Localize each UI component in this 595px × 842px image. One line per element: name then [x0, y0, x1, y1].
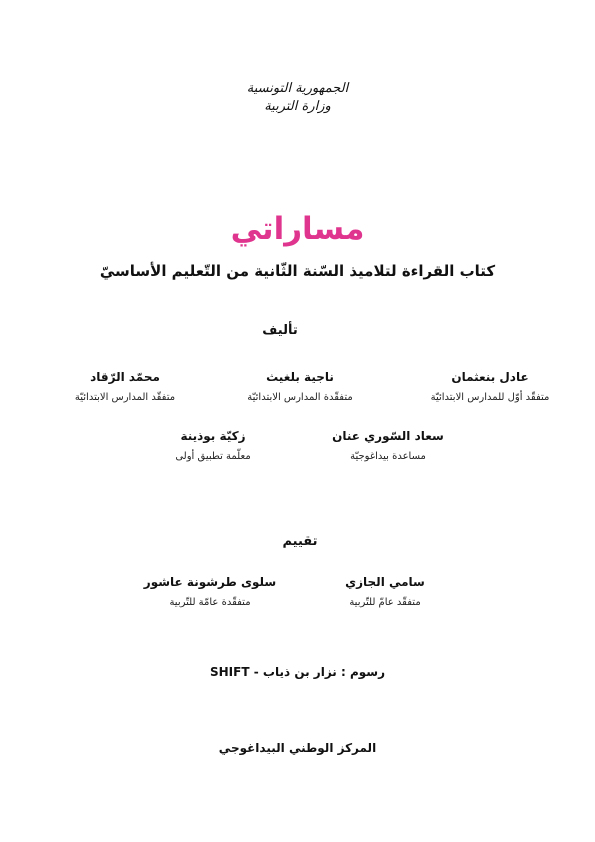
- illustrator-name: نزار بن ذياب: [262, 665, 337, 679]
- author-role: متفقّد المدارس الابتدائيّة: [74, 392, 176, 403]
- reviewers-heading: تقييم: [282, 534, 318, 549]
- publisher-name: المركز الوطني البيداغوجي: [218, 741, 377, 755]
- reviewer-name: سامي الجازي: [345, 575, 425, 589]
- author-card: [40, 368, 210, 406]
- republic-name: الجمهورية التونسية: [246, 81, 349, 96]
- reviewer-name: سلوى طرشونة عاشور: [143, 575, 277, 589]
- author-role: مساعدة بيداغوجيّة: [350, 451, 426, 462]
- author-name: سعاد السّوري عنان: [332, 429, 444, 443]
- ministry-name: وزارة التربية: [264, 99, 331, 114]
- book-title: مساراتي: [230, 211, 365, 247]
- author-card: [128, 427, 298, 465]
- reviewer-card: [125, 573, 295, 611]
- reviewer-role: متفقّد عامّ للتّربية: [349, 597, 421, 608]
- author-role: متفقّدة المدارس الابتدائيّة: [247, 392, 353, 403]
- author-card: [405, 368, 575, 406]
- ministry-emblem: [0, 80, 595, 116]
- reviewer-role: متفقّدة عامّة للتّربية: [169, 597, 251, 608]
- author-card: [215, 368, 385, 406]
- reviewer-card: [300, 573, 470, 611]
- studio-name: SHIFT: [210, 665, 250, 679]
- author-card: [303, 427, 473, 465]
- author-name: عادل بنعثمان: [451, 370, 529, 384]
- credit-separator: -: [253, 665, 259, 679]
- illustration-credit: [0, 663, 595, 681]
- book-subtitle: كتاب القراءة لتلاميذ السّنة الثّانية من التّعليم الأساسيّ: [99, 262, 496, 280]
- author-role: متفقّد أوّل للمدارس الابتدائيّة: [430, 392, 550, 403]
- author-name: ناجية بلغيث: [266, 370, 334, 384]
- author-role: معلّمة تطبيق أولى: [175, 451, 251, 462]
- author-name: محمّد الرّقاد: [90, 370, 160, 384]
- author-name: زكيّة بوذينة: [180, 429, 246, 443]
- authors-heading: تأليف: [262, 323, 298, 338]
- illustration-label: رسوم :: [340, 665, 385, 679]
